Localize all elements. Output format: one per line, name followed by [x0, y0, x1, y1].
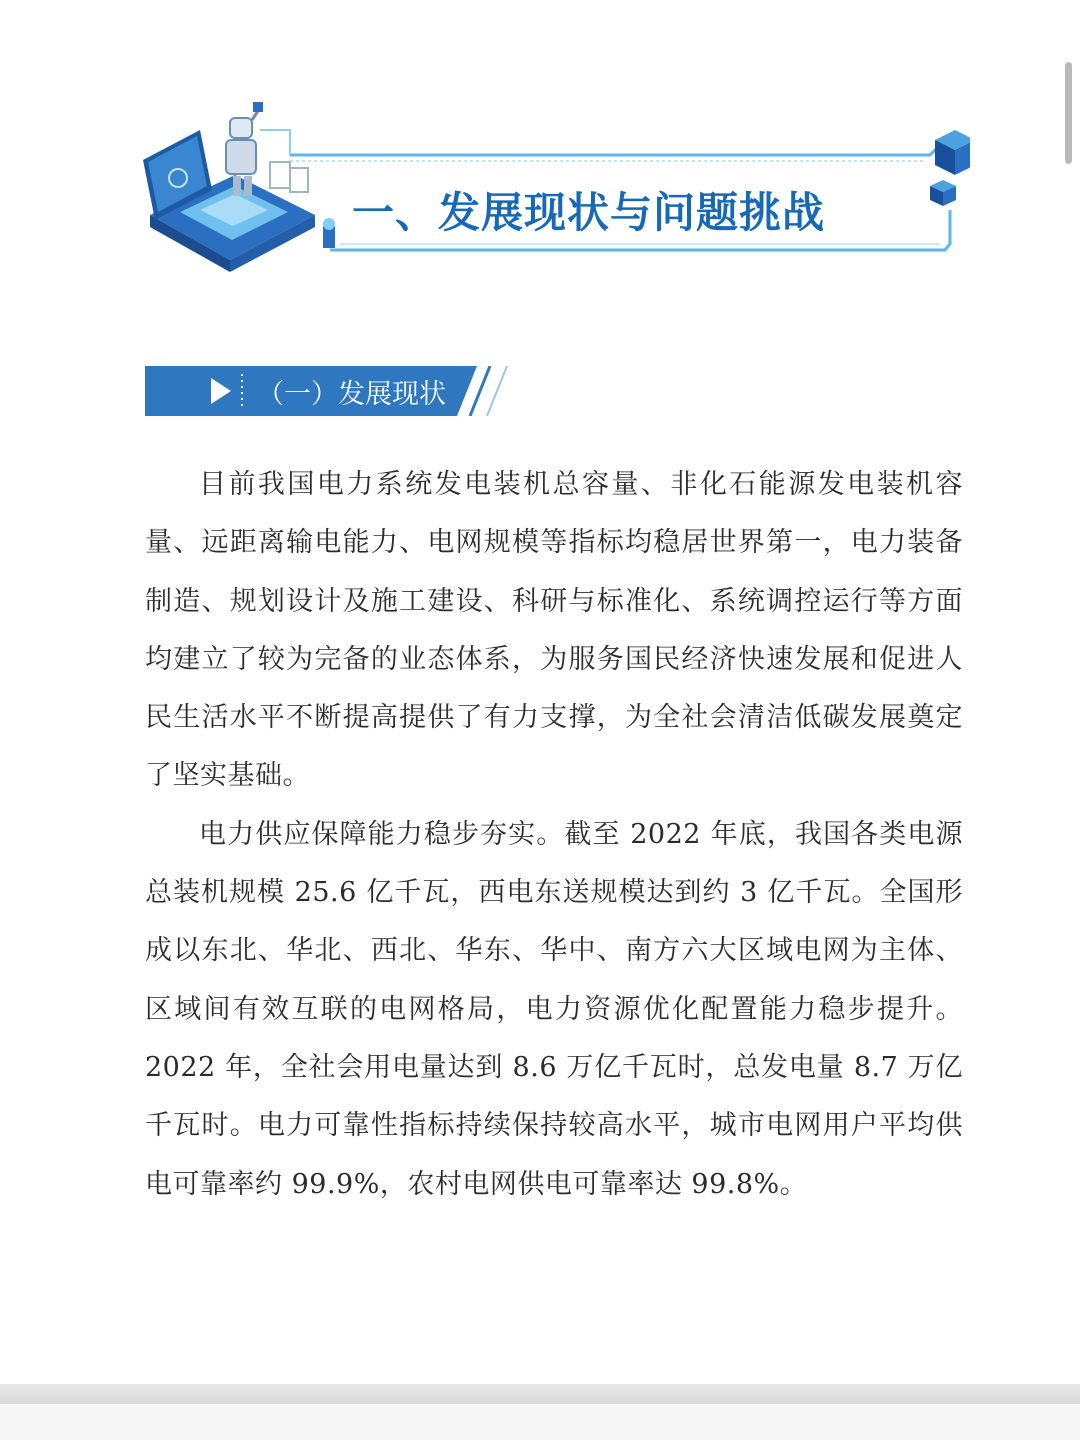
scrollbar[interactable]	[1065, 62, 1072, 164]
section-title: （一）发展现状	[257, 379, 446, 410]
cube-icon	[930, 130, 970, 206]
paragraph: 目前我国电力系统发电装机总容量、非化石能源发电装机容量、远距离输电能力、电网规模等指标均稳居世界第一，电力装备制造、规划设计及施工建设、科研与标准化、系统调控运行等方面均建立了较为完备的业态体系，为服务国民经济快速发展和促进人民生活水平不断提高提供了有力支撑，为全社会清洁低碳发展奠定了坚实基础。	[145, 469, 963, 792]
page-bottom-edge	[0, 1384, 1080, 1404]
body-text	[145, 456, 963, 1214]
tech-platform-illustration	[143, 102, 335, 272]
paragraph: 电力供应保障能力稳步夯实。截至 2022 年底，我国各类电源总装机规模 25.6 亿千瓦，西电东送规模达到约 3 亿千瓦。全国形成以东北、华北、西北、华东、华中、南方六大区域电网为主体、区域间有效互联的电网格局，电力资源优化配置能力稳步提升。2022 年，全社会用电量达到 8.6 万亿千瓦时，总发电量 8.7 万亿千瓦时。电力可靠性指标持续保持较高水平，城市电网用户平均供电可靠率约 99.9%，农村电网供电可靠率达 99.8%。	[145, 818, 963, 1200]
chapter-title: 一、发展现状与问题挑战	[352, 188, 826, 237]
section-header	[145, 366, 525, 416]
chapter-banner	[140, 100, 970, 280]
bottom-strip	[0, 1404, 1080, 1440]
